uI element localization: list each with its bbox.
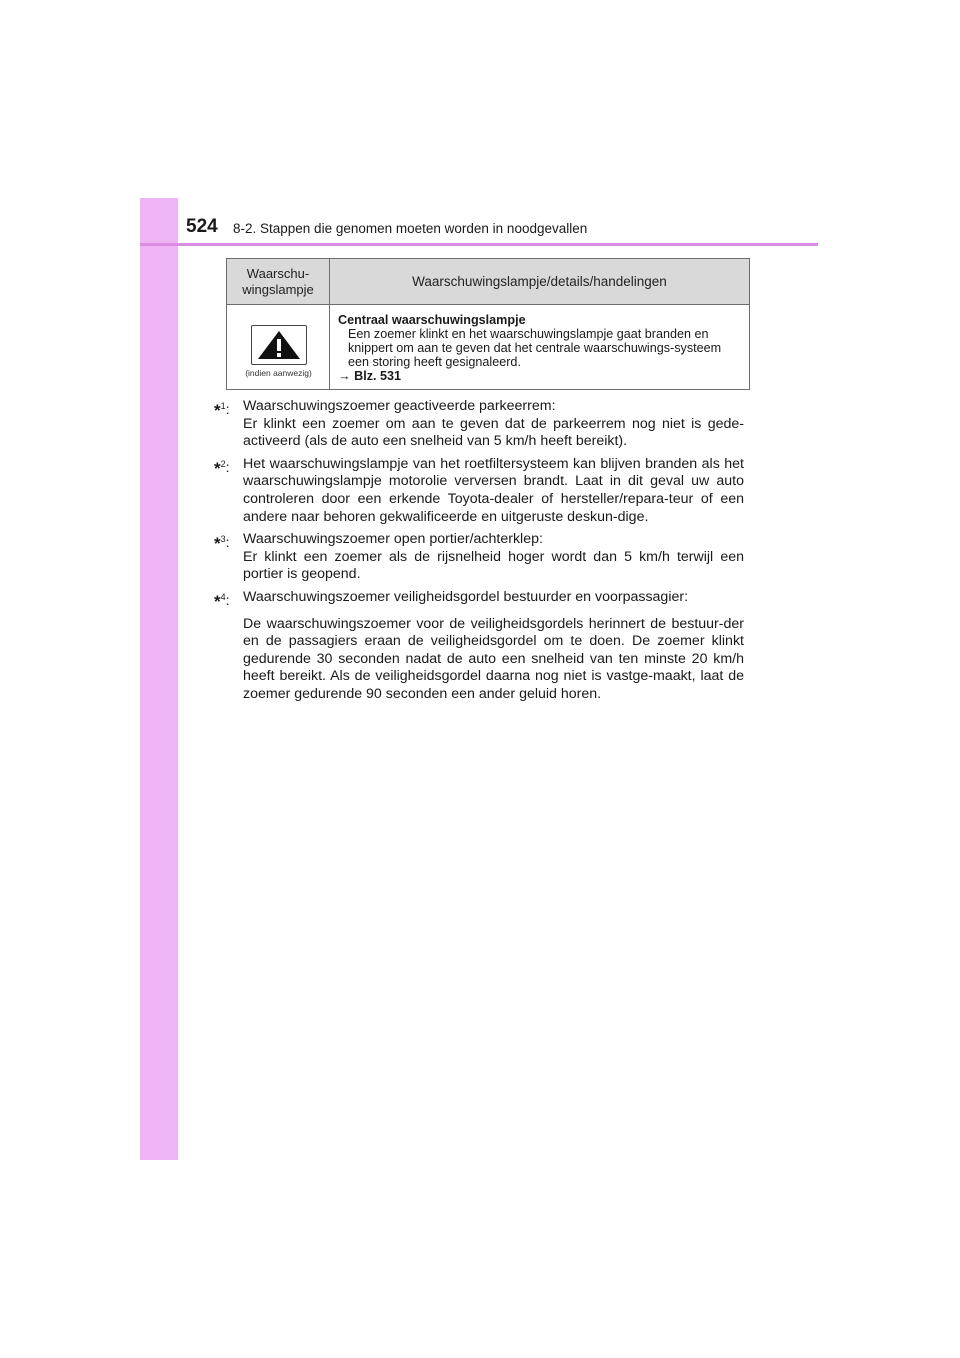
footnote-text: De waarschuwingszoemer voor de veiligheidsgordels herinnert de bestuur-der en de passagiers eraan de veiligheidsgordel om te doen. De zoemer klinkt gedurende 30 seconden nadat de auto een snelheid van ten minste 20 km/h heeft bereikt. Als de veiligheidsgordel daarna nog niet is vastge-maakt, laat de zoemer gedurende 90 seconden een ander geluid horen. (243, 615, 744, 702)
section-title: 8-2. Stappen die genomen moeten worden in noodgevallen (233, 221, 588, 236)
footnote-3: *$^3$: Waarschuwingszoemer open portier/achterklep: Er klinkt een zoemer als de rijsnelheid hoger wordt dan 5 km/h terwijl een portier is geopend. (214, 531, 744, 583)
footnote-number: 1 (220, 401, 226, 411)
page-reference-label: Blz. 531 (354, 369, 401, 383)
details-cell (330, 305, 749, 389)
footnote-text: Er klinkt een zoemer als de rijsnelheid hoger wordt dan 5 km/h terwijl een portier is geopend. (243, 548, 744, 583)
table-row (227, 305, 749, 389)
footnote-title: Waarschuwingszoemer veiligheidsgordel bestuurder en voorpassagier: (243, 588, 689, 605)
arrow-right-icon: → (338, 369, 355, 383)
footnote-2: *$^2$: Het waarschuwingslampje van het roetfiltersysteem kan blijven branden als het waarschuwingslampje motorolie verversen brandt. Laat in dit geval uw auto controleren door een erkende Toyota-dealer of hersteller/repara-teur of een andere naar behoren gekwalificeerde en uitgeruste deskun-dige. (214, 455, 744, 525)
asterisk-icon: * (214, 591, 221, 611)
footnote-number: 3 (220, 534, 226, 545)
column-header-details (330, 259, 749, 304)
entry-body: Een zoemer klinkt en het waarschuwingslampje gaat branden en knippert om aan te geven dat het centrale waarschuwings-systeem een storing heeft gesignaleerd. (348, 327, 722, 369)
footnote-number: 4 (220, 591, 226, 602)
footnote-1: *$^1$: Waarschuwingszoemer geactiveerde parkeerrem: Er klinkt een zoemer om aan te geven dat de parkeerrem nog niet is gede-activeerd (als de auto een snelheid van 5 km/h heeft bereikt). (214, 398, 744, 450)
asterisk-icon: * (214, 401, 221, 420)
side-color-band (140, 198, 178, 1160)
column-header-lamp (227, 259, 330, 304)
footnote-number: 2 (220, 458, 226, 469)
page-reference-link[interactable] (338, 369, 741, 383)
asterisk-icon: * (214, 458, 221, 478)
table-header (227, 259, 749, 305)
footnote-title: Waarschuwingszoemer geactiveerde parkeerrem: (243, 398, 556, 414)
footnote-title: Waarschuwingszoemer open portier/achterklep: (243, 531, 543, 548)
footnote-text: Het waarschuwingslampje van het roetfiltersysteem kan blijven branden als het waarschuwingslampje motorolie verversen brandt. Laat in dit geval uw auto controleren door een erkende Toyota-dealer of hersteller/repara-teur of een andere naar behoren gekwalificeerde en uitgeruste deskun-dige. (243, 455, 744, 525)
lamp-cell (227, 305, 330, 389)
entry-title: Centraal waarschuwingslampje (338, 313, 526, 327)
column-header-lamp-label: Waarschu- wingslampje (242, 265, 314, 297)
asterisk-icon: * (214, 534, 221, 554)
warning-triangle-icon (251, 325, 307, 365)
header-divider (140, 243, 818, 246)
footnote-text: Er klinkt een zoemer om aan te geven dat de parkeerrem nog niet is gede-activeerd (als de auto een snelheid van 5 km/h heeft bereikt). (243, 415, 744, 450)
side-color-band-top (140, 198, 178, 243)
warning-table (226, 258, 750, 390)
icon-caption: (indien aanwezig) (245, 368, 312, 378)
page-number: 524 (186, 216, 218, 237)
column-header-details-label: Waarschuwingslampje/details/handelingen (412, 274, 667, 289)
footnote-4: *$^4$: Waarschuwingszoemer veiligheidsgordel bestuurder en voorpassagier: De waarschuwingszoemer voor de veiligheidsgordels herinnert de bestuur-der en de passagiers eraan de veiligheidsgordel om te doen. De zoemer klinkt gedurende 30 seconden nadat de auto een snelheid van ten minste 20 km/h heeft bereikt. Als de veiligheidsgordel daarna nog niet is vastge-maakt, laat de zoemer gedurende 90 seconden een ander geluid horen. (214, 588, 744, 702)
footnotes (214, 398, 744, 709)
